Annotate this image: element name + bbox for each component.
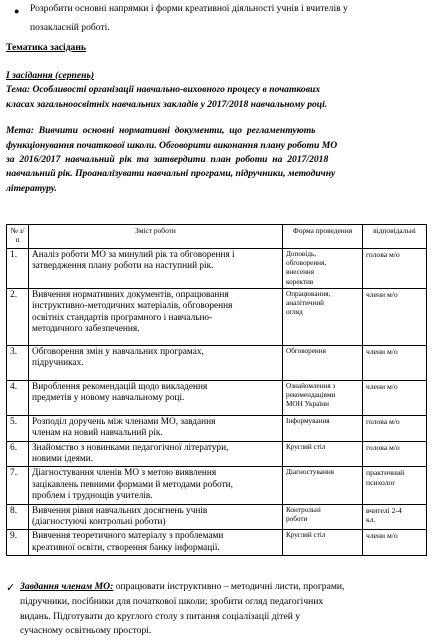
row-responsible [363,249,427,289]
table-row [7,249,427,289]
row-responsible-line: вчителі 2-4 [366,505,402,515]
row-content [29,345,283,380]
row-responsible [363,380,427,415]
row-form [283,380,363,415]
row-number: 2. [7,288,29,345]
row-content-line: новими ідеями. [32,454,94,465]
row-responsible [363,504,427,530]
tasks-line1-text: опрацювати інструктивно – методичні листи, програми, [113,581,345,592]
row-responsible-line: члени м/о [366,531,398,541]
row-content-line: Розподіл доручень між членами МО, завдання [32,416,216,427]
row-responsible [363,345,427,380]
row-content-line: креативної освіти, створення банку інформації. [32,542,220,553]
row-content-line: (діагностуючі контрольні роботи) [32,517,166,528]
checkmark-icon: ✓ [6,582,16,594]
row-number: 8. [7,504,29,530]
row-form [283,441,363,467]
tasks-line4: сучасному освітньому просторі. [20,625,152,636]
row-content-line: затвердження плану роботи на наступний рік. [32,261,214,272]
row-content-line: методичного забезпечення. [32,324,140,335]
row-number: 9. [7,530,29,556]
bullet-text-line1: Розробити основні напрямки і форми креативної діяльності учнів і вчителів у [30,3,348,14]
topics-heading: Тематика засідань [6,42,86,53]
row-responsible [363,530,427,556]
row-content [29,441,283,467]
header-form: Форма проведення [283,225,363,249]
row-responsible [363,467,427,504]
row-content-line: Знайомство з новинками педагогічної літератури, [32,442,229,453]
row-form [283,345,363,380]
session-heading: І засідання (серпень) [6,70,95,81]
goal-line4: навчальний рік. Проаналізувати навчальні програми, підручники, методичну [6,168,336,179]
tasks-label: Завдання членам МО: [20,581,114,592]
table-row [7,441,427,467]
row-number: 7. [7,467,29,504]
row-responsible [363,288,427,345]
row-form-line: Діагностування [286,468,334,477]
work-plan-table [6,224,427,556]
row-number: 4. [7,380,29,415]
header-responsible: відповідальні [363,225,427,249]
table-row [7,288,427,345]
row-responsible-line: голова м/о [366,250,400,259]
table-row [7,467,427,504]
table-row [7,504,427,530]
row-form-line: Контрольні [286,505,321,514]
row-content [29,380,283,415]
row-content-line: підручниках. [32,358,84,369]
table-header-row [7,225,427,249]
row-responsible-line: члени м/о [366,289,398,299]
row-responsible [363,415,427,441]
row-content-line: освітніх стандартів програмного і навчально- [32,312,213,323]
row-number: 5. [7,415,29,441]
row-form-line: Інформування [286,416,330,425]
row-form-line: коректив [286,277,314,286]
row-form-line: роботи [286,514,308,523]
table-row [7,380,427,415]
bullet-dot-icon: ● [14,6,20,16]
row-form-line: Опрацювання, [286,289,331,298]
row-form [283,467,363,504]
goal-line5: літературу. [6,183,57,194]
table-row [7,530,427,556]
row-content-line: Аналіз роботи МО за минулий рік та обговорення і [32,250,235,260]
row-form-line: внесення [286,268,315,277]
row-responsible-line: члени м/о [366,346,398,356]
row-form-line: Круглий стіл [286,531,326,540]
row-responsible-line: голова м/о [366,416,400,426]
header-content: Зміст роботи [29,225,283,249]
row-content-line: інструктивно-методичних матеріалів, обговорення [32,301,233,312]
goal-line3: за 2016/2017 навчальний рік та затвердити план роботи на 2017/2018 [6,154,329,165]
row-responsible-line: голова м/о [366,442,400,452]
row-responsible-line: практичний [366,468,405,478]
row-form-line: огляд [286,308,303,317]
row-content-line: Вивчення теоретичного матеріалу з проблемами [32,531,224,542]
row-content [29,504,283,530]
row-content [29,415,283,441]
row-responsible-line: психолог [366,477,396,487]
row-content-line: предметів у новому навчальному році. [32,393,185,404]
row-form-line: обговорення, [286,259,327,268]
row-content-line: членам на новий навчальний рік. [32,428,163,439]
row-form-line: Круглий стіл [286,442,326,451]
row-content-line: Вивчення нормативних документів, опрацювання [32,289,229,300]
row-number: 3. [7,345,29,380]
row-form-line: Обговорення [286,346,326,355]
row-form-line: Доповідь, [286,250,317,258]
row-content-line: проблем і труднощів учителів. [32,491,153,502]
bullet-text-line2: позакласній роботі. [30,22,110,33]
row-content-line: Діагностування членів МО з метою виявлення [32,468,217,479]
theme-line2: класах загальноосвітніх навчальних закладів у 2017/2018 навчальному році. [6,99,328,110]
row-content-line: Вивчення рівня навчальних досягнень учнів [32,505,208,516]
row-content-line: Вироблення рекомендацій щодо викладення [32,381,208,392]
row-form [283,504,363,530]
row-form [283,288,363,345]
theme-line1: Тема: Особливості організації навчально-виховного процесу в початкових [6,84,321,95]
row-form-line: Ознайомлення з [286,381,336,390]
tasks-line2: підручники, посібники для початкової школи; зробити огляд педагогічних [20,596,324,607]
row-content [29,467,283,504]
tasks-line3: видань. Підготувати до круглого столу з питання соціалізації дітей у [20,611,301,622]
row-number: 1. [7,249,29,289]
row-form [283,530,363,556]
row-number: 6. [7,441,29,467]
row-form [283,415,363,441]
tasks-line1 [20,581,344,592]
header-num: № з/п [7,225,29,249]
row-responsible-line: кл. [366,515,376,525]
row-content-line: Обговорення змін у навчальних програмах, [32,346,204,357]
row-form-line: аналітичний [286,299,325,308]
goal-line1: Мета: Вивчити основні нормативні документи, що регламентують [6,125,316,136]
goal-line2: функціонування початкової школи. Обговорити виконання плану роботи МО [6,140,338,151]
row-content [29,249,283,289]
row-content [29,530,283,556]
row-form-line: МОН України [286,400,329,409]
row-form [283,249,363,289]
table-row [7,345,427,380]
row-content [29,288,283,345]
row-form-line: рекомендаціями [286,391,336,400]
table-row [7,415,427,441]
row-responsible-line: члени м/о [366,381,398,391]
row-responsible [363,441,427,467]
row-content-line: зацікавлень певними формами й методами роботи, [32,479,233,490]
